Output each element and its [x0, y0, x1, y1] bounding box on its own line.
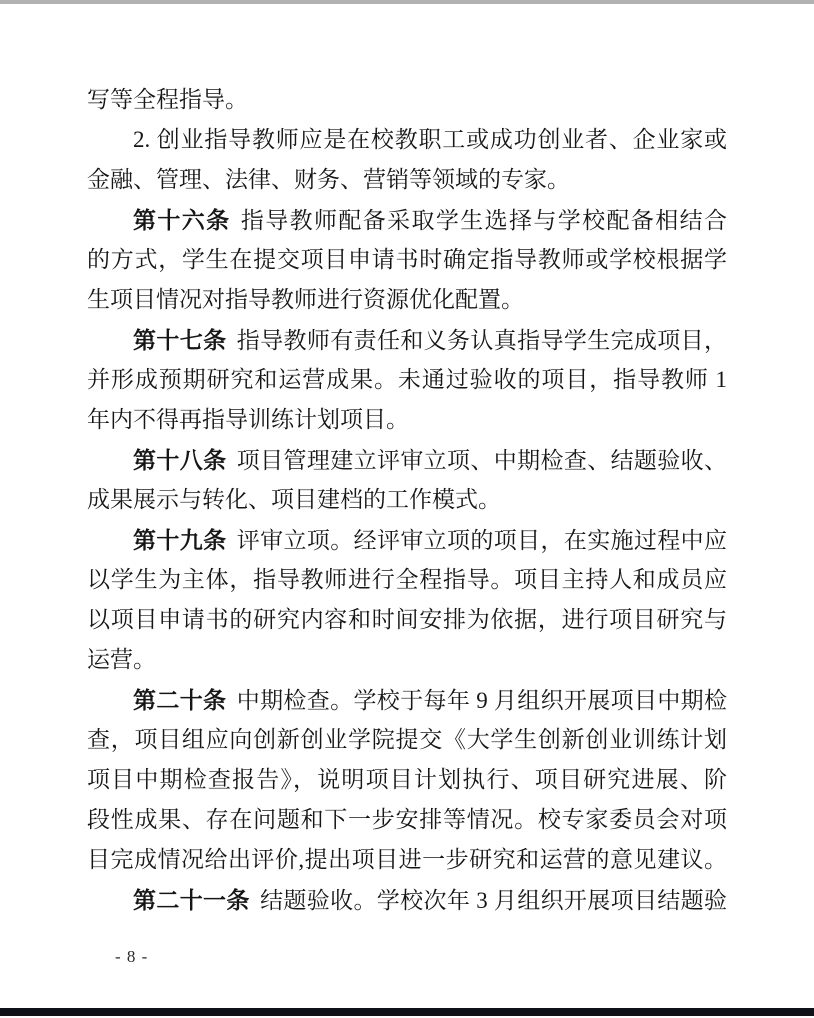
article-number-label: 第十六条 — [133, 207, 231, 233]
line-text: 中期检查。学校于每年 9 月组织开展项目中期检 — [236, 688, 728, 713]
line-text: 金融、管理、法律、财务、营销等领域的专家。 — [87, 167, 570, 192]
article-number-label: 第十九条 — [133, 527, 227, 553]
text-line — [87, 200, 727, 240]
text-line — [87, 560, 727, 600]
text-line — [87, 840, 727, 880]
text-line — [87, 480, 727, 520]
article-number-label: 第二十一条 — [133, 887, 250, 913]
text-line — [87, 640, 727, 680]
page-number: - 8 - — [115, 947, 149, 966]
article-number-label: 第十八条 — [133, 447, 227, 473]
text-line — [87, 880, 727, 920]
text-line — [87, 240, 727, 280]
line-text: 写等全程指导。 — [87, 87, 248, 112]
text-line — [87, 600, 727, 640]
text-line — [87, 440, 727, 480]
line-text: 结题验收。学校次年 3 月组织开展项目结题验 — [260, 888, 728, 913]
line-text: 项目中期检查报告》，说明项目计划执行、项目研究进展、阶 — [87, 767, 727, 792]
text-line — [87, 80, 727, 120]
line-text: 2. 创业指导教师应是在校教职工或成功创业者、企业家或 — [133, 127, 727, 152]
article-number-label: 第二十条 — [133, 687, 227, 713]
text-line — [87, 800, 727, 840]
line-text: 生项目情况对指导教师进行资源优化配置。 — [87, 287, 524, 312]
line-text: 查，项目组应向创新创业学院提交《大学生创新创业训练计划 — [87, 727, 727, 752]
text-line — [87, 400, 727, 440]
text-line — [87, 520, 727, 560]
line-text: 项目管理建立评审立项、中期检查、结题验收、 — [236, 448, 728, 473]
article-number-label: 第十七条 — [133, 327, 227, 353]
text-line — [87, 680, 727, 720]
page-top-edge-line — [0, 0, 814, 4]
text-line — [87, 720, 727, 760]
line-text: 目完成情况给出评价,提出项目进一步研究和运营的意见建议。 — [87, 847, 727, 872]
text-line — [87, 280, 727, 320]
document-body — [87, 80, 727, 920]
line-text: 年内不得再指导训练计划项目。 — [87, 407, 409, 432]
text-line — [87, 360, 727, 400]
line-text: 段性成果、存在问题和下一步安排等情况。校专家委员会对项 — [87, 807, 727, 832]
line-text: 运营。 — [87, 647, 156, 672]
line-text: 指导教师有责任和义务认真指导学生完成项目， — [236, 328, 728, 353]
page-bottom-edge-line — [0, 1008, 814, 1016]
line-text: 的方式，学生在提交项目申请书时确定指导教师或学校根据学 — [87, 247, 727, 272]
line-text: 以项目申请书的研究内容和时间安排为依据，进行项目研究与 — [87, 607, 727, 632]
text-line — [87, 160, 727, 200]
line-text: 并形成预期研究和运营成果。未通过验收的项目，指导教师 1 — [87, 367, 727, 392]
text-line — [87, 760, 727, 800]
line-text: 指导教师配备采取学生选择与学校配备相结合 — [240, 208, 728, 233]
text-line — [87, 320, 727, 360]
line-text: 以学生为主体，指导教师进行全程指导。项目主持人和成员应 — [87, 567, 727, 592]
text-line — [87, 120, 727, 160]
line-text: 成果展示与转化、项目建档的工作模式。 — [87, 487, 501, 512]
line-text: 评审立项。经评审立项的项目，在实施过程中应 — [236, 528, 728, 553]
